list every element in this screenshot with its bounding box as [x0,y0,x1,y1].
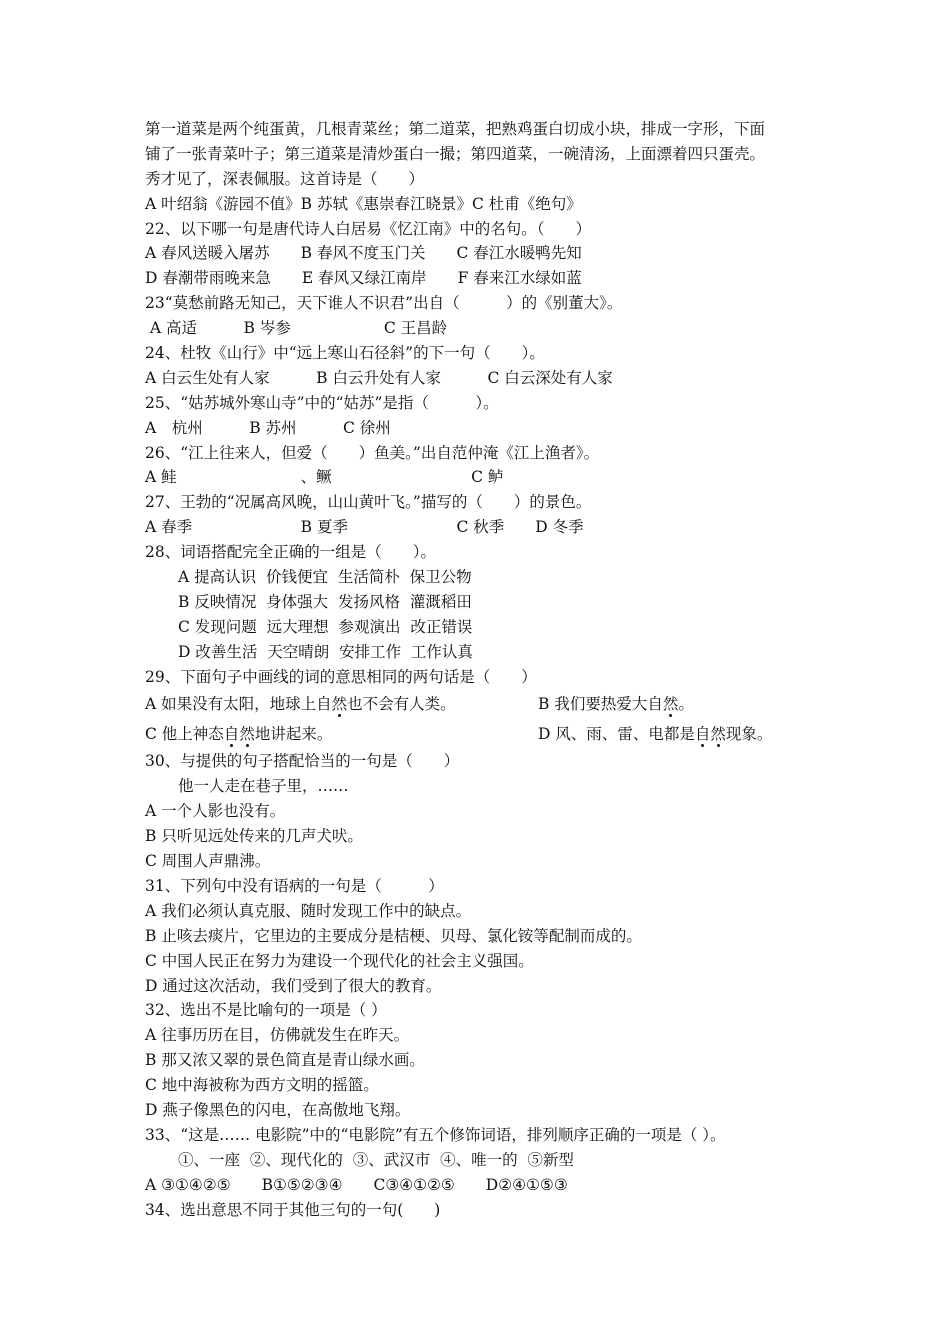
emphasis-dot: 然 [662,695,679,714]
q31-option-c: C 中国人民正在努力为建设一个现代化的社会主义强国。 [145,951,534,970]
q31-option-d: D 通过这次活动，我们受到了很大的教育。 [145,976,442,995]
q23-stem: 23“莫愁前路无知己，天下谁人不识君”出自（ ）的《别董大》。 [145,294,623,313]
q22-stem: 22、以下哪一句是唐代诗人白居易《忆江南》中的名句。（ ） [145,219,591,238]
q25-stem: 25、“姑苏城外寒山寺”中的“姑苏”是指（ ）。 [145,393,499,412]
q28-stem: 28、词语搭配完全正确的一组是（ ）。 [145,543,436,562]
q24-options: A 白云生处有人家 B 白云升处有人家 C 白云深处有人家 [145,368,613,387]
q26-stem: 26、“江上往来人，但爱（ ）鱼美。”出自范仲淹《江上渔者》。 [145,443,600,462]
q32-option-b: B 那又浓又翠的景色简直是青山绿水画。 [145,1051,425,1070]
q32-option-d: D 燕子像黑色的闪电，在高傲地飞翔。 [145,1100,411,1119]
q25-options: A 杭州 B 苏州 C 徐州 [145,418,391,437]
q24-stem: 24、杜牧《山行》中“远上寒山石径斜”的下一句（ ）。 [145,344,545,363]
q30-stem: 30、与提供的句子搭配恰当的一句是（ ） [145,752,460,771]
q30-option-a: A 一个人影也没有。 [145,802,286,821]
q27-options: A 春季 B 夏季 C 秋季 D 冬季 [145,518,584,537]
q22-option-line: D 春潮带雨晚来急 E 春风又绿江南岸 F 春来江水绿如蓝 [145,269,582,288]
q27-stem: 27、王勃的“况属高风晚，山山黄叶飞。”描写的（ ）的景色。 [145,493,592,512]
emphasis-dot: 然 [331,695,348,714]
q29-option-c: C 他上神态自然地讲起来。 [145,725,333,744]
q29-option-b: B 我们要热爱大自然。 [538,695,694,714]
q29-options-row [145,719,825,749]
emphasis-dot: 自 [694,725,711,744]
intro-line: 铺了一张青菜叶子；第三道菜是清炒蛋白一撮；第四道菜，一碗清汤，上面漂着四只蛋壳。 [145,144,766,163]
q32-stem: 32、选出不是比喻句的一项是（ ） [145,1001,387,1020]
q33-options: A ③①④②⑤ B①⑤②③④ C③④①②⑤ D②④①⑤③ [145,1175,568,1194]
intro-options: A 叶绍翁《游园不值》B 苏轼《惠崇春江晓景》C 杜甫《绝句》 [145,194,582,213]
exam-text [145,117,825,1222]
q30-given-sentence: 他一人走在巷子里，…… [178,777,349,796]
intro-line: 第一道菜是两个纯蛋黄，几根青菜丝；第二道菜，把熟鸡蛋白切成小块，排成一字形，下面 [145,120,766,138]
q28-option-d: D 改善生活 天空晴朗 安排工作 工作认真 [178,642,473,661]
q22-option-line: A 春风送暖入屠苏 B 春风不度玉门关 C 春江水暖鸭先知 [145,244,582,263]
emphasis-dot: 然 [710,725,726,744]
q23-options: A 高适 B 岑参 C 王昌龄 [145,319,448,338]
q28-option-c: C 发现问题 远大理想 参观演出 改正错误 [178,617,473,636]
q29-stem: 29、下面句子中画线的词的意思相同的两句话是（ ） [145,667,537,686]
q28-option-a: A 提高认识 价钱便宜 生活简朴 保卫公物 [178,568,472,587]
q30-option-b: B 只听见远处传来的几声犬吠。 [145,827,363,846]
emphasis-dot: 自 [223,725,240,744]
intro-line: 秀才见了，深表佩服。这首诗是（ ） [145,169,425,188]
q32-option-a: A 往事历历在目，仿佛就发生在昨天。 [145,1026,410,1045]
q29-option-a: A 如果没有太阳，地球上自然也不会有人类。 [145,695,456,714]
q33-stem: 33、“这是…… 电影院”中的“电影院”有五个修饰词语，排列顺序正确的一项是（ ）。 [145,1125,726,1144]
q29-option-d: D 风、雨、雷、电都是自然现象。 [538,725,773,744]
q31-option-a: A 我们必须认真克服、随时发现工作中的缺点。 [145,901,472,920]
q26-options: A 鲑 、鳜 C 鲈 [145,468,504,487]
q31-stem: 31、下列句中没有语病的一句是（ ） [145,876,444,895]
emphasis-dot: 然 [239,725,255,744]
q33-items: ①、一座 ②、现代化的 ③、武汉市 ④、唯一的 ⑤新型 [178,1150,574,1169]
q34-stem: 34、选出意思不同于其他三句的一句( ) [145,1200,441,1219]
q30-option-c: C 周围人声鼎沸。 [145,852,271,871]
q28-option-b: B 反映情况 身体强大 发扬风格 灌溉稻田 [178,592,472,611]
q29-options-row [145,689,825,719]
q31-option-b: B 止咳去痰片，它里边的主要成分是桔梗、贝母、氯化铵等配制而成的。 [145,926,642,945]
q32-option-c: C 地中海被称为西方文明的摇篮。 [145,1076,379,1095]
